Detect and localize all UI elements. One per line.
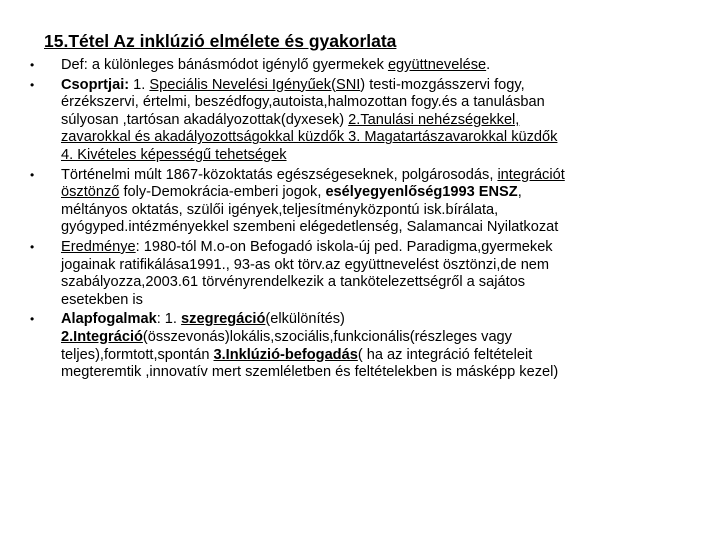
- bullet-item: [28, 167, 688, 237]
- bullet-text-line: [61, 292, 688, 310]
- bullet-item: [28, 57, 688, 75]
- bullet-item: [28, 77, 688, 165]
- bullet-text-line: [61, 129, 688, 147]
- bullet-item: [28, 239, 688, 309]
- bullet-dot: •: [30, 312, 35, 327]
- bullet-text-line: [61, 311, 688, 329]
- text-run: szegregáció: [181, 311, 266, 328]
- text-run: 4. Kivételes képességű tehetségek: [61, 146, 287, 163]
- text-run: teljes),formtott,spontán: [61, 346, 214, 363]
- text-run: 1.: [129, 76, 150, 93]
- bullet-text-line: [61, 364, 688, 382]
- bullet-text-line: [61, 274, 688, 292]
- text-run: együttnevelése: [387, 57, 487, 73]
- text-run: szabályozza,2003.61 törvényrendelkezik a tankötelezettségről a sajátos: [61, 274, 526, 291]
- text-run: gyógyped.intézményekkel szembeni elégedetlenség, Salamancai Nyilatkozat: [61, 219, 559, 236]
- text-run: Történelmi múlt 1867-közoktatás egészségeseknek, polgárosodás,: [61, 166, 498, 183]
- text-run: integrációt: [497, 166, 565, 183]
- text-run: Eredménye: [61, 238, 136, 255]
- bullet-text-line: [61, 112, 688, 130]
- text-run: 3.Inklúzió-befogadás: [213, 346, 358, 363]
- text-run: ,: [517, 184, 522, 201]
- slide-title: 15.Tétel Az inklúzió elmélete és gyakorlata: [44, 31, 397, 51]
- text-run: súlyosan ,tartósan akadályozottak(dyxesek): [61, 111, 349, 128]
- text-run: ösztönző: [61, 184, 120, 201]
- bullet-dot: •: [30, 167, 35, 182]
- text-run: Csoprtjai:: [61, 76, 130, 93]
- bullet-text-line: [61, 239, 688, 257]
- bullet-text-line: [61, 77, 688, 95]
- text-run: (elkülönítés): [265, 311, 345, 328]
- bullet-text-line: [61, 184, 688, 202]
- bullet-text-line: [61, 347, 688, 365]
- text-run: Speciális Nevelési Igényűek(SNI: [149, 76, 361, 93]
- bullet-text-line: [61, 57, 688, 75]
- bullet-dot: •: [30, 239, 35, 254]
- text-run: Alapfogalmak: [61, 311, 157, 328]
- text-run: érzékszervi, értelmi, beszédfogy,autoista,halmozottan fogy.és a tanulásban: [61, 94, 545, 111]
- text-run: méltányos oktatás, szülői igények,teljesítményközpontú isk.bírálata,: [61, 201, 499, 218]
- text-run: (összevonás)lokális,szociális,funkcionális(részleges vagy: [142, 328, 512, 345]
- bullet-text-line: [61, 167, 688, 185]
- bullet-list: [28, 57, 688, 384]
- text-run: jogainak ratifikálása1991., 93-as okt törv.az együttnevelést ösztönzi,de nem: [61, 256, 550, 273]
- text-run: 2.Tanulási nehézségekkel,: [348, 111, 520, 128]
- bullet-text-line: [61, 329, 688, 347]
- text-run: .: [486, 57, 491, 73]
- text-run: ) testi-mozgásszervi fogy,: [360, 76, 525, 93]
- text-run: esélyegyenlőség1993 ENSZ: [325, 184, 518, 201]
- text-run: Def: a különleges bánásmódot igénylő gyermekek: [61, 57, 388, 73]
- bullet-text-line: [61, 257, 688, 275]
- bullet-text-line: [61, 94, 688, 112]
- text-run: ( ha az integráció feltételeit: [357, 346, 533, 363]
- bullet-text-line: [61, 147, 688, 165]
- text-run: : 1980-tól M.o-on Befogadó iskola-új ped. Paradigma,gyermekek: [135, 238, 553, 255]
- text-run: 2.Integráció: [61, 328, 143, 345]
- bullet-text-line: [61, 202, 688, 220]
- text-run: esetekben is: [61, 291, 143, 308]
- bullet-dot: •: [30, 58, 35, 72]
- text-run: megteremtik ,innovatív mert szemléletben és feltételekben is másképp kezel): [61, 364, 559, 381]
- text-run: foly-Demokrácia-emberi jogok,: [119, 184, 326, 201]
- text-run: : 1.: [156, 311, 182, 328]
- text-run: zavarokkal és akadályozottságokkal küzdők 3. Magatartászavarokkal küzdők: [61, 129, 558, 146]
- bullet-dot: •: [30, 77, 35, 92]
- bullet-text-line: [61, 219, 688, 237]
- bullet-item: [28, 311, 688, 381]
